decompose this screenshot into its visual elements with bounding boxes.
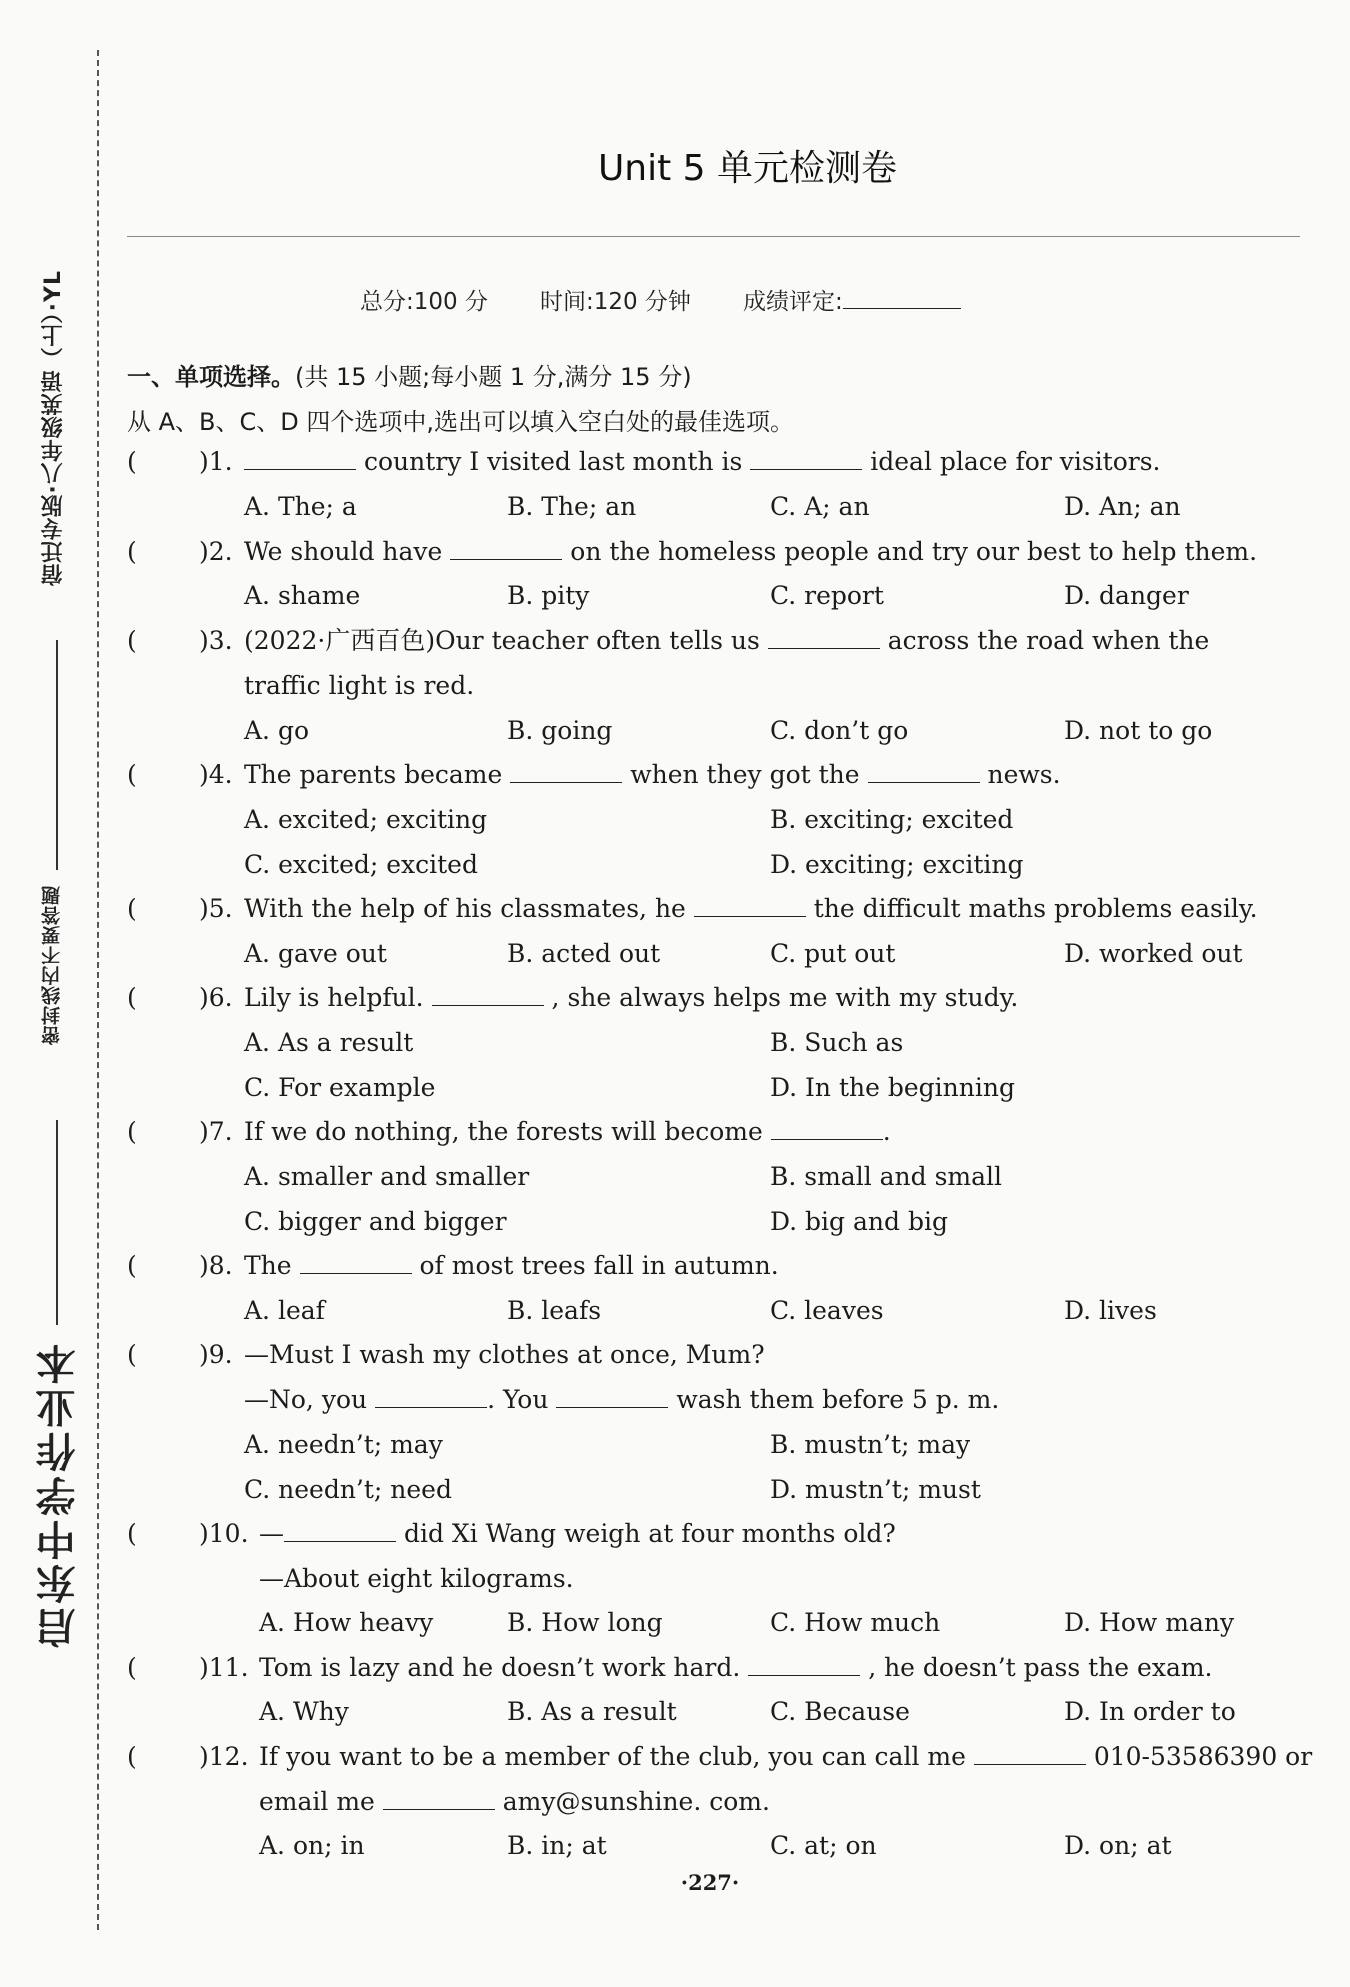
title-rule bbox=[127, 236, 1300, 237]
question-number: )7. bbox=[199, 1117, 233, 1146]
answer-blank bbox=[750, 447, 862, 470]
question-text: If you want to be a member of the club, you can call me 010-53586390 or bbox=[259, 1742, 1313, 1771]
question-text: We should have on the homeless people and try our best to help them. bbox=[244, 537, 1258, 566]
side-brand-label: 启东中学作业本 bbox=[36, 1340, 82, 1648]
seal-dashed-line bbox=[97, 50, 99, 1930]
option-d[interactable]: D. In order to bbox=[1064, 1697, 1236, 1726]
option-c[interactable]: C. put out bbox=[770, 939, 896, 968]
answer-blank bbox=[432, 983, 544, 1006]
option-c[interactable]: C. bigger and bigger bbox=[244, 1207, 507, 1236]
page-number: ·227· bbox=[680, 1870, 740, 1895]
answer-paren[interactable]: ( bbox=[127, 1251, 137, 1280]
option-a[interactable]: A. smaller and smaller bbox=[244, 1162, 530, 1191]
question-text: (2022·广西百色)Our teacher often tells us across the road when the bbox=[244, 626, 1210, 655]
option-d[interactable]: D. on; at bbox=[1064, 1831, 1172, 1860]
option-b[interactable]: B. going bbox=[507, 716, 613, 745]
answer-blank bbox=[771, 1117, 883, 1140]
option-b[interactable]: B. The; an bbox=[507, 492, 637, 521]
question-number: )1. bbox=[199, 447, 233, 476]
answer-blank bbox=[748, 1653, 860, 1676]
question-number: )5. bbox=[199, 894, 233, 923]
answer-paren[interactable]: ( bbox=[127, 537, 137, 566]
option-b[interactable]: B. small and small bbox=[770, 1162, 1003, 1191]
question-number: )12. bbox=[199, 1742, 249, 1771]
answer-paren[interactable]: ( bbox=[127, 894, 137, 923]
option-b[interactable]: B. Such as bbox=[770, 1028, 904, 1057]
option-c[interactable]: C. Because bbox=[770, 1697, 910, 1726]
option-d[interactable]: D. mustn’t; must bbox=[770, 1475, 981, 1504]
option-d[interactable]: D. big and big bbox=[770, 1207, 948, 1236]
answer-blank bbox=[284, 1519, 396, 1542]
option-c[interactable]: C. For example bbox=[244, 1073, 436, 1102]
question-text: —About eight kilograms. bbox=[259, 1564, 574, 1593]
side-edition-label: 宿迁专版·八年级英语（上）·YL bbox=[41, 270, 66, 586]
grade-blank[interactable] bbox=[843, 308, 961, 309]
section-note: (共 15 小题;每小题 1 分,满分 15 分) bbox=[295, 363, 692, 391]
option-b[interactable]: B. mustn’t; may bbox=[770, 1430, 971, 1459]
option-d[interactable]: D. worked out bbox=[1064, 939, 1243, 968]
option-b[interactable]: B. pity bbox=[507, 581, 590, 610]
option-b[interactable]: B. As a result bbox=[507, 1697, 677, 1726]
question-text: The parents became when they got the news. bbox=[244, 760, 1061, 789]
total-score: 总分:100 分 bbox=[360, 289, 488, 315]
option-d[interactable]: D. danger bbox=[1064, 581, 1189, 610]
option-b[interactable]: B. leafs bbox=[507, 1296, 602, 1325]
time-limit: 时间:120 分钟 bbox=[539, 289, 691, 315]
question-number: )11. bbox=[199, 1653, 249, 1682]
question-number: )10. bbox=[199, 1519, 249, 1548]
answer-paren[interactable]: ( bbox=[127, 1519, 137, 1548]
page-title: Unit 5 单元检测卷 bbox=[597, 148, 898, 189]
question-number: )2. bbox=[199, 537, 233, 566]
answer-blank bbox=[694, 894, 806, 917]
answer-blank bbox=[768, 626, 880, 649]
side-seal-warning: 密封线内不要答题 bbox=[41, 885, 63, 1045]
answer-blank bbox=[244, 447, 356, 470]
answer-blank bbox=[375, 1385, 487, 1408]
side-divider-line bbox=[56, 1120, 58, 1325]
option-a[interactable]: A. How heavy bbox=[259, 1608, 434, 1637]
option-a[interactable]: A. leaf bbox=[244, 1296, 325, 1325]
option-d[interactable]: D. not to go bbox=[1064, 716, 1213, 745]
grade-label: 成绩评定: bbox=[742, 289, 843, 315]
option-a[interactable]: A. The; a bbox=[244, 492, 357, 521]
option-a[interactable]: A. needn’t; may bbox=[244, 1430, 443, 1459]
answer-paren[interactable]: ( bbox=[127, 1340, 137, 1369]
option-a[interactable]: A. on; in bbox=[259, 1831, 365, 1860]
option-c[interactable]: C. excited; excited bbox=[244, 850, 478, 879]
question-text: —Must I wash my clothes at once, Mum? bbox=[244, 1340, 765, 1369]
option-b[interactable]: B. acted out bbox=[507, 939, 661, 968]
option-a[interactable]: A. Why bbox=[259, 1697, 349, 1726]
answer-paren[interactable]: ( bbox=[127, 1742, 137, 1771]
answer-blank bbox=[868, 760, 980, 783]
question-number: )8. bbox=[199, 1251, 233, 1280]
option-c[interactable]: C. don’t go bbox=[770, 716, 909, 745]
side-divider-line bbox=[56, 640, 58, 870]
option-b[interactable]: B. How long bbox=[507, 1608, 663, 1637]
question-text: With the help of his classmates, he the difficult maths problems easily. bbox=[244, 894, 1258, 923]
section-title: 一、单项选择。 bbox=[127, 363, 295, 391]
option-a[interactable]: A. go bbox=[244, 716, 310, 745]
answer-paren[interactable]: ( bbox=[127, 983, 137, 1012]
option-a[interactable]: A. As a result bbox=[244, 1028, 414, 1057]
option-b[interactable]: B. in; at bbox=[507, 1831, 607, 1860]
option-c[interactable]: C. leaves bbox=[770, 1296, 884, 1325]
option-d[interactable]: D. An; an bbox=[1064, 492, 1181, 521]
answer-blank bbox=[450, 537, 562, 560]
question-text: traffic light is red. bbox=[244, 671, 475, 700]
option-d[interactable]: D. In the beginning bbox=[770, 1073, 1015, 1102]
option-d[interactable]: D. lives bbox=[1064, 1296, 1157, 1325]
question-number: )4. bbox=[199, 760, 233, 789]
question-number: )3. bbox=[199, 626, 233, 655]
option-a[interactable]: A. gave out bbox=[244, 939, 387, 968]
answer-paren[interactable]: ( bbox=[127, 1117, 137, 1146]
question-text: Lily is helpful. , she always helps me with my study. bbox=[244, 983, 1019, 1012]
score-info bbox=[360, 283, 961, 316]
section-heading bbox=[127, 357, 692, 392]
question-text: country I visited last month is ideal place for visitors. bbox=[244, 447, 1161, 477]
question-text: Tom is lazy and he doesn’t work hard. , he doesn’t pass the exam. bbox=[259, 1653, 1213, 1682]
option-c[interactable]: C. report bbox=[770, 581, 884, 610]
option-d[interactable]: D. exciting; exciting bbox=[770, 850, 1024, 879]
option-d[interactable]: D. How many bbox=[1064, 1608, 1235, 1637]
question-text: The of most trees fall in autumn. bbox=[244, 1251, 779, 1280]
option-a[interactable]: A. excited; exciting bbox=[244, 805, 488, 834]
question-text: — did Xi Wang weigh at four months old? bbox=[259, 1519, 896, 1548]
question-number: )9. bbox=[199, 1340, 233, 1369]
question-text: If we do nothing, the forests will become . bbox=[244, 1117, 891, 1146]
answer-blank bbox=[556, 1385, 668, 1408]
question-text: email me amy@sunshine. com. bbox=[259, 1787, 770, 1816]
answer-paren[interactable]: ( bbox=[127, 447, 137, 476]
answer-paren[interactable]: ( bbox=[127, 626, 137, 655]
option-c[interactable]: C. How much bbox=[770, 1608, 941, 1637]
answer-paren[interactable]: ( bbox=[127, 760, 137, 789]
option-c[interactable]: C. at; on bbox=[770, 1831, 877, 1860]
question-number: )6. bbox=[199, 983, 233, 1012]
answer-blank bbox=[300, 1251, 412, 1274]
question-text: —No, you . You wash them before 5 p. m. bbox=[244, 1385, 1000, 1414]
option-a[interactable]: A. shame bbox=[244, 581, 361, 610]
answer-blank bbox=[974, 1742, 1086, 1765]
option-c[interactable]: C. A; an bbox=[770, 492, 870, 521]
answer-blank bbox=[510, 760, 622, 783]
option-c[interactable]: C. needn’t; need bbox=[244, 1475, 452, 1504]
option-b[interactable]: B. exciting; excited bbox=[770, 805, 1014, 834]
answer-blank bbox=[383, 1787, 495, 1810]
section-instruction: 从 A、B、C、D 四个选项中,选出可以填入空白处的最佳选项。 bbox=[127, 408, 795, 436]
answer-paren[interactable]: ( bbox=[127, 1653, 137, 1682]
